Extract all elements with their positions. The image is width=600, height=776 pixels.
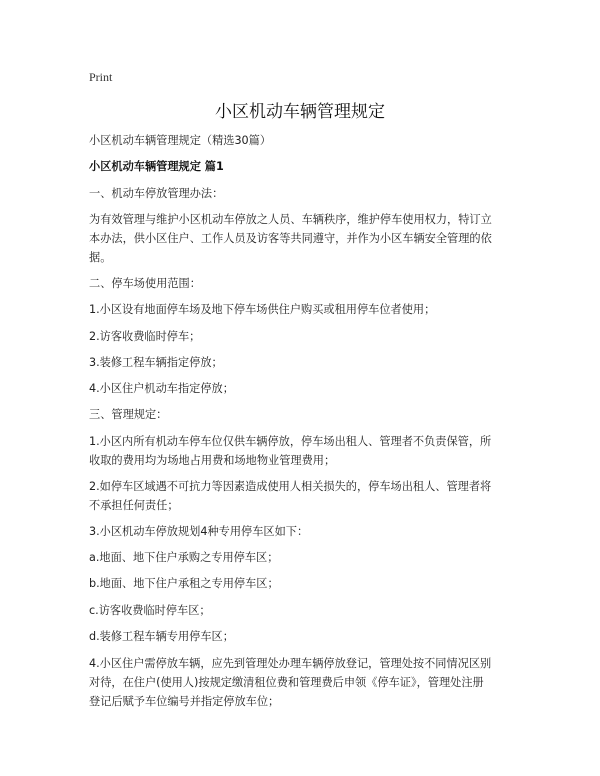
paragraph-line: 对待，在住户(使用人)按规定缴清租位费和管理费后申领《停车证》，管理处注册 bbox=[89, 676, 484, 689]
paragraph-line: 2.访客收费临时停车； bbox=[89, 330, 201, 343]
paragraph-line: 1.小区设有地面停车场及地下停车场供住户购买或租用停车位者使用； bbox=[89, 303, 436, 316]
print-link[interactable]: Print bbox=[89, 70, 113, 84]
document-title: 小区机动车辆管理规定 bbox=[215, 102, 385, 122]
section-heading: 小区机动车辆管理规定 篇1 bbox=[89, 160, 224, 173]
paragraph-line: 为有效管理与维护小区机动车停放之人员、车辆秩序，维护停车使用权力，特订立 bbox=[89, 213, 492, 226]
paragraph-line: 1.小区内所有机动车停车位仅供车辆停放，停车场出租人、管理者不负责保管，所 bbox=[89, 435, 492, 448]
paragraph-line: 三、管理规定： bbox=[89, 408, 168, 421]
paragraph-line: 本办法，供小区住户、工作人员及访客等共同遵守，并作为小区车辆安全管理的依 bbox=[89, 232, 492, 245]
paragraph-line: d.装修工程车辆专用停车区； bbox=[89, 630, 234, 643]
paragraph-line: 不承担任何责任； bbox=[89, 499, 179, 512]
paragraph-line: c.访客收费临时停车区； bbox=[89, 604, 211, 617]
paragraph-line: 登记后赋予车位编号并指定停放车位； bbox=[89, 695, 280, 708]
document-subtitle: 小区机动车辆管理规定（精选30篇） bbox=[89, 134, 272, 147]
paragraph-line: 4.小区住户需停放车辆，应先到管理处办理车辆停放登记，管理处按不同情况区别 bbox=[89, 657, 492, 670]
paragraph-line: 3.装修工程车辆指定停放； bbox=[89, 356, 223, 369]
paragraph-line: a.地面、地下住户承购之专用停车区； bbox=[89, 551, 279, 564]
paragraph-line: 二、停车场使用范围： bbox=[89, 277, 201, 290]
paragraph-line: 据。 bbox=[89, 251, 112, 264]
paragraph-line: 收取的费用均为场地占用费和场地物业管理费用； bbox=[89, 454, 336, 467]
paragraph-line: 2.如停车区域遇不可抗力等因素造成使用人相关损失的，停车场出租人、管理者将 bbox=[89, 480, 492, 493]
paragraph-line: b.地面、地下住户承租之专用停车区； bbox=[89, 577, 279, 590]
paragraph-line: 3.小区机动车停放规划4种专用停车区如下： bbox=[89, 525, 309, 538]
paragraph-line: 4.小区住户机动车指定停放； bbox=[89, 382, 234, 395]
paragraph-line: 一、机动车停放管理办法： bbox=[89, 187, 224, 200]
